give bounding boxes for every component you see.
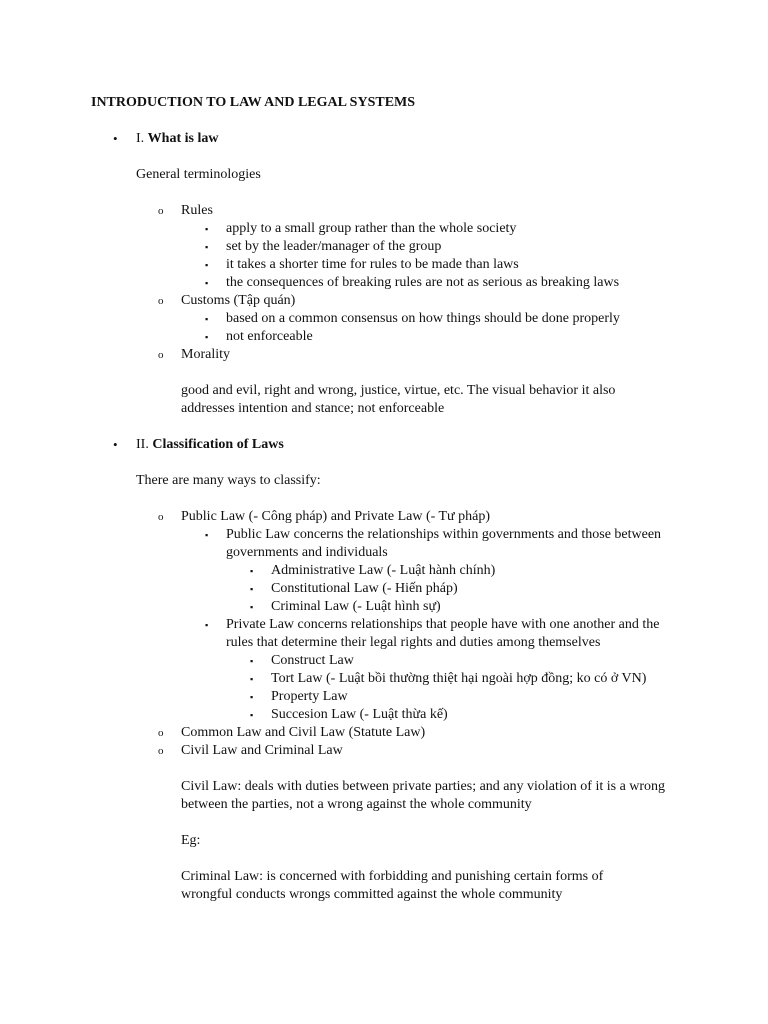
list-item-label: Rules <box>181 203 213 218</box>
terminology-list <box>158 202 671 418</box>
section-intro: General terminologies <box>136 167 261 182</box>
list-item-text: the consequences of breaking rules are not as serious as breaking laws <box>226 275 620 290</box>
circle-marker: o <box>158 727 164 739</box>
list-item-text: based on a common consensus on how things should be done properly <box>226 311 620 326</box>
list-item-text: apply to a small group rather than the whole society <box>226 221 517 236</box>
list-item-label: Public Law (- Công pháp) and Private Law (- Tư pháp) <box>181 509 491 524</box>
private-law-sublist <box>226 652 681 724</box>
list-item <box>205 256 671 274</box>
list-item-text: set by the leader/manager of the group <box>226 239 442 254</box>
section-number: II. <box>136 437 153 452</box>
square-marker: ▪ <box>205 260 209 270</box>
list-item-private-law <box>205 616 681 724</box>
square-marker: ▪ <box>205 620 209 630</box>
list-item-morality <box>158 346 671 418</box>
list-item-text: Construct Law <box>271 653 354 668</box>
list-item-common-civil <box>158 724 681 742</box>
list-item-text: Constitutional Law (- Hiến pháp) <box>271 581 458 596</box>
list-item-text: Private Law concerns relationships that people have with one another and the rules that determine their legal rights and duties among themselves <box>226 617 660 650</box>
section-number: I. <box>136 131 148 146</box>
list-item-text: Property Law <box>271 689 348 704</box>
list-item <box>250 598 681 616</box>
list-item <box>250 562 681 580</box>
square-marker: ▪ <box>250 584 254 594</box>
list-item-public-law <box>205 526 681 616</box>
criminal-law-paragraph: Criminal Law: is concerned with forbidding and punishing certain forms of wrongful conducts wrongs committed against the whole community <box>181 869 604 902</box>
list-item <box>250 580 681 598</box>
list-item <box>250 670 681 688</box>
list-item-text: Public Law concerns the relationships within governments and those between governments and individuals <box>226 527 662 560</box>
list-item-text: it takes a shorter time for rules to be made than laws <box>226 257 519 272</box>
circle-marker: o <box>158 295 164 307</box>
square-marker: ▪ <box>250 710 254 720</box>
rules-sublist <box>181 220 671 292</box>
section-what-is-law <box>113 130 219 148</box>
list-item-text: not enforceable <box>226 329 313 344</box>
list-item <box>205 238 671 256</box>
square-marker: ▪ <box>250 602 254 612</box>
public-private-sublist <box>181 526 681 724</box>
list-item <box>205 310 671 328</box>
list-item-public-private <box>158 508 681 724</box>
section-title: Classification of Laws <box>152 437 284 452</box>
square-marker: ▪ <box>205 314 209 324</box>
list-item <box>205 274 671 292</box>
square-marker: ▪ <box>250 656 254 666</box>
circle-marker: o <box>158 349 164 361</box>
list-item-label: Morality <box>181 347 230 362</box>
square-marker: ▪ <box>205 530 209 540</box>
square-marker: ▪ <box>205 224 209 234</box>
list-item <box>250 706 681 724</box>
list-item-label: Common Law and Civil Law (Statute Law) <box>181 725 426 740</box>
document-title: INTRODUCTION TO LAW AND LEGAL SYSTEMS <box>91 95 416 110</box>
square-marker: ▪ <box>205 242 209 252</box>
circle-marker: o <box>158 745 164 757</box>
list-item-customs <box>158 292 671 346</box>
list-item-rules <box>158 202 671 292</box>
square-marker: ▪ <box>205 332 209 342</box>
section-classification <box>113 436 284 454</box>
list-item-label: Customs (Tập quán) <box>181 293 296 308</box>
list-item-text: Criminal Law (- Luật hình sự) <box>271 599 441 614</box>
classification-list <box>158 508 681 904</box>
list-item-text: Tort Law (- Luật bồi thường thiệt hại ngoài hợp đồng; ko có ở VN) <box>271 671 647 686</box>
example-label: Eg: <box>181 833 201 848</box>
section-intro: There are many ways to classify: <box>136 473 321 488</box>
list-item-text: Succesion Law (- Luật thừa kế) <box>271 707 448 722</box>
list-item <box>205 220 671 238</box>
public-law-sublist <box>226 562 681 616</box>
section-title: What is law <box>147 131 219 146</box>
list-item-label: Civil Law and Criminal Law <box>181 743 343 758</box>
morality-paragraph: good and evil, right and wrong, justice, virtue, etc. The visual behavior it also addresses intention and stance; not enforceable <box>181 383 616 416</box>
square-marker: ▪ <box>250 674 254 684</box>
list-item-civil-criminal <box>158 742 681 904</box>
list-item <box>250 688 681 706</box>
list-item <box>205 328 671 346</box>
bullet-marker: • <box>113 131 118 146</box>
bullet-marker: • <box>113 437 118 452</box>
circle-marker: o <box>158 205 164 217</box>
circle-marker: o <box>158 511 164 523</box>
square-marker: ▪ <box>250 692 254 702</box>
square-marker: ▪ <box>250 566 254 576</box>
list-item-text: Administrative Law (- Luật hành chính) <box>271 563 496 578</box>
section-heading <box>136 437 284 452</box>
civil-law-paragraph: Civil Law: deals with duties between private parties; and any violation of it is a wrong between the parties, not a wrong against the whole community <box>181 779 666 812</box>
customs-sublist <box>181 310 671 346</box>
square-marker: ▪ <box>205 278 209 288</box>
section-heading <box>136 131 218 146</box>
list-item <box>250 652 681 670</box>
